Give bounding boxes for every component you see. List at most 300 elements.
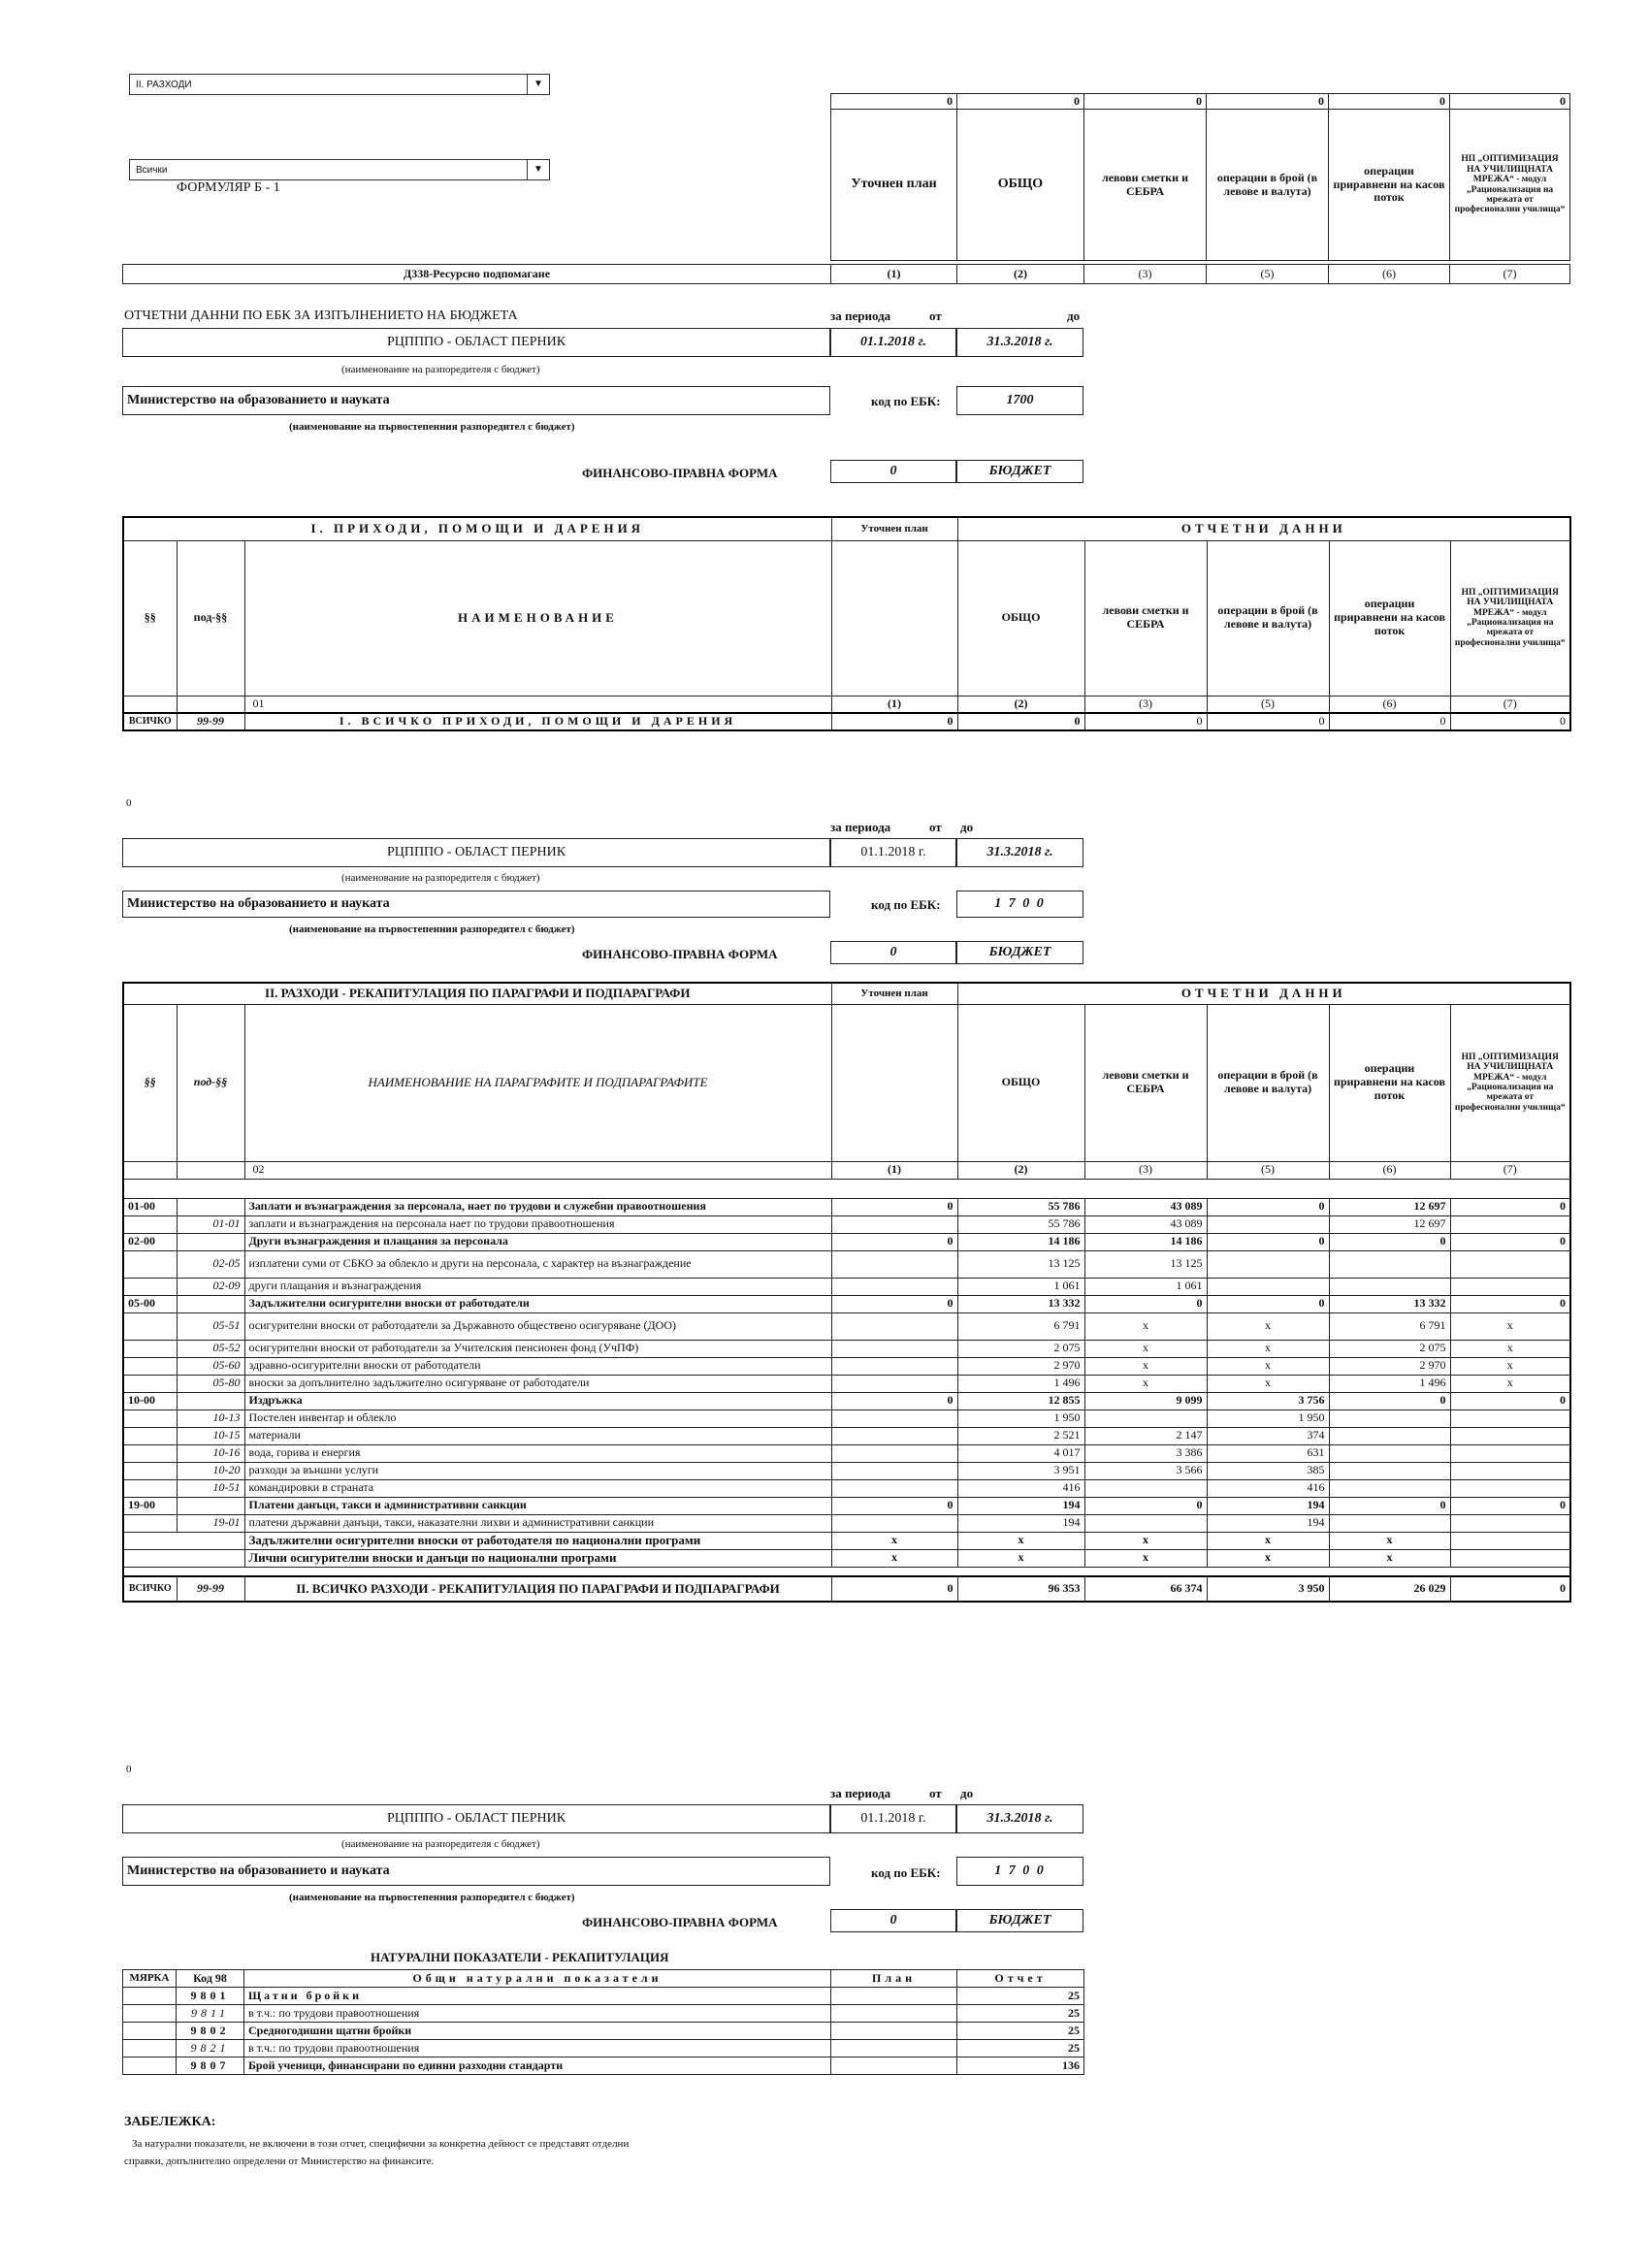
row-value: x — [1450, 1375, 1570, 1392]
col-ss: §§ — [123, 1004, 177, 1161]
total-value: 0 — [831, 713, 957, 730]
ministry-caption: (наименование на първостепенния разпоредител с бюджет) — [289, 421, 575, 433]
table-row — [123, 1444, 1570, 1462]
row-value — [1084, 1409, 1207, 1427]
ebk-label: код по ЕБК: — [871, 1865, 941, 1880]
top-zero: 0 — [1329, 94, 1450, 110]
row-code: 9807 — [177, 2057, 244, 2075]
col-num: (7) — [1450, 696, 1570, 713]
date-to: 31.3.2018 г. — [956, 328, 1083, 357]
row-unit — [123, 2040, 177, 2057]
row-value — [831, 1215, 957, 1233]
fpf-value: БЮДЖЕТ — [956, 460, 1083, 483]
row-code — [123, 1250, 177, 1278]
row-value: 0 — [1084, 1295, 1207, 1312]
row-value: x — [831, 1532, 957, 1549]
row-code — [123, 1427, 177, 1444]
row-name: други плащания и възнаграждения — [244, 1278, 831, 1295]
row-code — [123, 1375, 177, 1392]
row-plan — [831, 2040, 957, 2057]
to-label: до — [960, 1786, 974, 1800]
row-value — [1084, 1479, 1207, 1497]
period-label: за периода — [830, 308, 891, 323]
row-name: платени държавни данъци, такси, наказателни лихви и административни санкции — [244, 1514, 831, 1532]
section-dropdown[interactable] — [129, 74, 550, 95]
row-value — [831, 1462, 957, 1479]
row-subcode: 05-52 — [177, 1340, 244, 1357]
row-value — [1207, 1215, 1329, 1233]
row-value: 0 — [1450, 1392, 1570, 1409]
row-value: 0 — [831, 1233, 957, 1250]
top-summary-table — [830, 93, 1570, 261]
row-subcode: 05-80 — [177, 1375, 244, 1392]
row-value — [831, 1250, 957, 1278]
col-num: (1) — [831, 696, 957, 713]
program-label: Д338-Ресурсно подпомагане — [123, 265, 831, 284]
top-zero: 0 — [1207, 94, 1329, 110]
row-name: Заплати и възнаграждения за персонала, нает по трудови и служебни правоотношения — [244, 1198, 831, 1215]
row-value: 1 496 — [957, 1375, 1084, 1392]
row-value: 0 — [1084, 1497, 1207, 1514]
row-value: x — [957, 1549, 1084, 1567]
table-row — [123, 1514, 1570, 1532]
filter-dropdown[interactable] — [129, 159, 550, 180]
row-value: 2 147 — [1084, 1427, 1207, 1444]
row-value — [1329, 1250, 1450, 1278]
row-value — [831, 1278, 957, 1295]
row-code — [123, 1340, 177, 1357]
row-plan — [831, 1988, 957, 2005]
table-row — [123, 1312, 1570, 1340]
col-num: (3) — [1084, 265, 1207, 284]
row-code — [123, 1444, 177, 1462]
expenses-title: II. РАЗХОДИ - РЕКАПИТУЛАЦИЯ ПО ПАРАГРАФИ И ПОДПАРАГРАФИ — [123, 983, 831, 1004]
note-line-1: За натурални показатели, не включени в този отчет, специфични за конкретна дейност се представят отделни — [132, 2138, 630, 2150]
row-name: здравно-осигурителни вноски от работодатели — [244, 1357, 831, 1375]
row-code — [123, 1215, 177, 1233]
row-code: 02-00 — [123, 1233, 177, 1250]
ministry-caption: (наименование на първостепенния разпоредител с бюджет) — [289, 923, 575, 935]
col-num: (1) — [831, 265, 957, 284]
total-value: 0 — [831, 1576, 957, 1602]
ebk-code: 1700 — [956, 386, 1083, 415]
row-subcode: 01-01 — [177, 1215, 244, 1233]
total-value: 0 — [1450, 713, 1570, 730]
col-num: (6) — [1329, 696, 1450, 713]
row-value: 25 — [957, 2005, 1084, 2023]
row-value: x — [831, 1549, 957, 1567]
row-code — [123, 1532, 244, 1549]
row-value: 14 186 — [957, 1233, 1084, 1250]
period-label: за периода — [830, 1786, 891, 1800]
row-value: x — [1207, 1312, 1329, 1340]
row-value: x — [1207, 1549, 1329, 1567]
fpf-value: БЮДЖЕТ — [956, 941, 1083, 964]
total-value: 0 — [1207, 713, 1329, 730]
header-lev-accounts: левови сметки и СЕБРА — [1084, 540, 1207, 696]
row-value — [1450, 1215, 1570, 1233]
row-value: 43 089 — [1084, 1198, 1207, 1215]
note-title: ЗАБЕЛЕЖКА: — [124, 2115, 216, 2129]
row-name: разходи за външни услуги — [244, 1462, 831, 1479]
org-caption: (наименование на разпоредителя с бюджет) — [341, 364, 540, 375]
total-value: 0 — [1084, 713, 1207, 730]
table-row — [123, 1988, 1084, 2005]
table-row — [123, 1250, 1570, 1278]
ministry-name: Министерство на образованието и науката — [122, 386, 830, 415]
table-row — [123, 1497, 1570, 1514]
org-name: РЦПППО - ОБЛАСТ ПЕРНИК — [122, 328, 830, 357]
row-value — [1450, 1278, 1570, 1295]
row-value: x — [1207, 1340, 1329, 1357]
top-zero: 0 — [831, 94, 957, 110]
row-code — [123, 1278, 177, 1295]
col-code98: Код 98 — [177, 1970, 244, 1988]
row-value: x — [1207, 1532, 1329, 1549]
fpf-label: ФИНАНСОВО-ПРАВНА ФОРМА — [582, 1915, 778, 1929]
row-code: 9821 — [177, 2040, 244, 2057]
expenses-table — [122, 982, 1571, 1603]
row-value — [1329, 1409, 1450, 1427]
total-value: 0 — [1329, 713, 1450, 730]
row-value: 3 386 — [1084, 1444, 1207, 1462]
col-indicator: Общи натурални показатели — [244, 1970, 831, 1988]
row-unit — [123, 2005, 177, 2023]
row-name: Платени данъци, такси и административни санкции — [244, 1497, 831, 1514]
row-value: x — [1084, 1340, 1207, 1357]
header-cash: операции в брой (в левове и валута) — [1207, 1004, 1329, 1161]
row-value: 13 332 — [1329, 1295, 1450, 1312]
top-zero: 0 — [1084, 94, 1207, 110]
row-subcode: 05-51 — [177, 1312, 244, 1340]
table-row — [123, 1340, 1570, 1357]
row-value — [831, 1340, 957, 1357]
table-row — [123, 1392, 1570, 1409]
header-national-program: НП „ОПТИМИЗАЦИЯ НА УЧИЛИЩНАТА МРЕЖА“ - модул „Рационализация на мрежата от професионални училища“ — [1450, 540, 1570, 696]
row-value: x — [1207, 1357, 1329, 1375]
row-value: 0 — [1450, 1497, 1570, 1514]
period-label: за периода — [830, 820, 891, 834]
row-name: Издръжка — [244, 1392, 831, 1409]
row-value — [831, 1375, 957, 1392]
row-value: 2 075 — [957, 1340, 1084, 1357]
total-code: ВСИЧКО — [123, 1576, 177, 1602]
note-line-2: справки, допълнително определени от Министерство на финансите. — [124, 2155, 435, 2167]
row-code — [123, 1312, 177, 1340]
row-value — [1450, 1250, 1570, 1278]
row-value: 55 786 — [957, 1215, 1084, 1233]
ministry-name: Министерство на образованието и науката — [122, 891, 830, 918]
income-table — [122, 516, 1571, 731]
row-code: 01-00 — [123, 1198, 177, 1215]
row-code — [123, 1409, 177, 1427]
row-value — [1207, 1250, 1329, 1278]
row-name: осигурителни вноски от работодатели за Държавното обществено осигуряване (ДОО) — [244, 1312, 831, 1340]
row-value: 631 — [1207, 1444, 1329, 1462]
row-value: 3 566 — [1084, 1462, 1207, 1479]
row-value: 2 521 — [957, 1427, 1084, 1444]
row-subcode — [177, 1392, 244, 1409]
header-cash: операции в брой (в левове и валута) — [1207, 540, 1329, 696]
col-plan: План — [831, 1970, 957, 1988]
row-plan — [831, 2057, 957, 2075]
row-value — [1084, 1514, 1207, 1532]
table-row — [123, 1409, 1570, 1427]
row-value: x — [1084, 1532, 1207, 1549]
table-row — [123, 1278, 1570, 1295]
header-lev-accounts: левови сметки и СЕБРА — [1084, 110, 1207, 261]
row-name: Други възнаграждения и плащания за персонала — [244, 1233, 831, 1250]
ebk-code: 1 7 0 0 — [956, 891, 1083, 918]
plan-cell — [831, 540, 957, 696]
row-value: 0 — [1207, 1295, 1329, 1312]
total-sub: 99-99 — [177, 713, 244, 730]
row-value: x — [1450, 1357, 1570, 1375]
chevron-down-icon[interactable]: ▼ — [527, 160, 549, 179]
from-label: от — [929, 308, 942, 323]
org-name: РЦПППО - ОБЛАСТ ПЕРНИК — [122, 838, 830, 867]
row-value — [1450, 1514, 1570, 1532]
total-value: 26 029 — [1329, 1576, 1450, 1602]
sec3-zero: 0 — [126, 1764, 132, 1775]
total-value: 0 — [1450, 1576, 1570, 1602]
row-name: осигурителни вноски от работодатели за Учителския пенсионен фонд (УчПФ) — [244, 1340, 831, 1357]
row-code: 01 — [244, 696, 831, 713]
col-num: (5) — [1207, 696, 1329, 713]
row-value: 3 756 — [1207, 1392, 1329, 1409]
row-subcode: 02-09 — [177, 1278, 244, 1295]
row-subcode: 10-15 — [177, 1427, 244, 1444]
row-value: 194 — [1207, 1497, 1329, 1514]
row-value: 6 791 — [957, 1312, 1084, 1340]
table-row — [123, 2023, 1084, 2040]
col-num: (6) — [1329, 1161, 1450, 1179]
col-num: (7) — [1450, 1161, 1570, 1179]
row-value — [1329, 1278, 1450, 1295]
header-lev-accounts: левови сметки и СЕБРА — [1084, 1004, 1207, 1161]
row-name: вноски за допълнително задължително осигуряване от работодатели — [244, 1375, 831, 1392]
chevron-down-icon[interactable]: ▼ — [527, 75, 549, 94]
row-code: 19-00 — [123, 1497, 177, 1514]
header-total: ОБЩО — [957, 1004, 1084, 1161]
row-code — [123, 1514, 177, 1532]
row-value: 0 — [1450, 1198, 1570, 1215]
row-value: x — [1084, 1375, 1207, 1392]
row-value: 0 — [831, 1198, 957, 1215]
row-value: 194 — [957, 1497, 1084, 1514]
row-value — [1329, 1444, 1450, 1462]
row-code: 9801 — [177, 1988, 244, 2005]
row-value: 55 786 — [957, 1198, 1084, 1215]
row-value: 9 099 — [1084, 1392, 1207, 1409]
row-code: 9802 — [177, 2023, 244, 2040]
row-value: 2 970 — [957, 1357, 1084, 1375]
total-code: ВСИЧКО — [123, 713, 177, 730]
income-title: I. ПРИХОДИ, ПОМОЩИ И ДАРЕНИЯ — [123, 517, 831, 540]
sec2-zero: 0 — [126, 797, 132, 809]
date-to: 31.3.2018 г. — [956, 1804, 1083, 1833]
col-report: Отчет — [957, 1970, 1084, 1988]
row-value — [1329, 1514, 1450, 1532]
table-row — [123, 2005, 1084, 2023]
row-value — [1450, 1532, 1570, 1549]
row-value: 4 017 — [957, 1444, 1084, 1462]
table-row — [123, 1198, 1570, 1215]
report-title: ОТЧЕТНИ ДАННИ ПО ЕБК ЗА ИЗПЪЛНЕНИЕТО НА БЮДЖЕТА — [124, 308, 518, 323]
total-value: 3 950 — [1207, 1576, 1329, 1602]
date-from: 01.1.2018 г. — [830, 1804, 956, 1833]
row-value: 13 125 — [1084, 1250, 1207, 1278]
row-value — [1450, 1409, 1570, 1427]
row-value: 194 — [1207, 1514, 1329, 1532]
row-name: в т.ч.: по трудови правоотношения — [244, 2040, 831, 2057]
row-value: 0 — [1207, 1198, 1329, 1215]
top-program-row — [122, 264, 1570, 284]
row-name: вода, горива и енергия — [244, 1444, 831, 1462]
expenses-report-header: ОТЧЕТНИ ДАННИ — [957, 983, 1570, 1004]
row-value: 416 — [957, 1479, 1084, 1497]
row-value: x — [1450, 1340, 1570, 1357]
col-num: (7) — [1450, 265, 1570, 284]
col-name: НАИМЕНОВАНИЕ НА ПАРАГРАФИТЕ И ПОДПАРАГРАФИТЕ — [244, 1004, 831, 1161]
top-zero: 0 — [957, 94, 1084, 110]
header-national-program: НП „ОПТИМИЗАЦИЯ НА УЧИЛИЩНАТА МРЕЖА“ - модул „Рационализация на мрежата от професионални училища“ — [1450, 1004, 1570, 1161]
col-subss: под-§§ — [177, 540, 244, 696]
table-row — [123, 1549, 1570, 1567]
row-name: Лични осигурителни вноски и данъци по национални програми — [244, 1549, 831, 1567]
row-value: 0 — [831, 1392, 957, 1409]
row-value: 0 — [1329, 1233, 1450, 1250]
row-value — [831, 1409, 957, 1427]
income-report-header: ОТЧЕТНИ ДАННИ — [957, 517, 1570, 540]
filter-dropdown-value: Всички — [136, 165, 168, 176]
natural-title-text: НАТУРАЛНИ ПОКАЗАТЕЛИ - РЕКАПИТУЛАЦИЯ — [371, 1950, 669, 1964]
expenses-plan-header: Уточнен план — [831, 983, 957, 1004]
row-code — [123, 1549, 244, 1567]
row-value: 194 — [957, 1514, 1084, 1532]
row-value — [1329, 1462, 1450, 1479]
total-sub: 99-99 — [177, 1576, 244, 1602]
row-name: заплати и възнаграждения на персонала нает по трудови правоотношения — [244, 1215, 831, 1233]
row-value: 0 — [1329, 1392, 1450, 1409]
col-subss: под-§§ — [177, 1004, 244, 1161]
row-value: 1 061 — [957, 1278, 1084, 1295]
row-value — [831, 1357, 957, 1375]
row-subcode — [177, 1295, 244, 1312]
total-name: II. ВСИЧКО РАЗХОДИ - РЕКАПИТУЛАЦИЯ ПО ПАРАГРАФИ И ПОДПАРАГРАФИ — [244, 1576, 831, 1602]
row-value: 25 — [957, 2023, 1084, 2040]
row-value: 43 089 — [1084, 1215, 1207, 1233]
table-row — [123, 1375, 1570, 1392]
row-value — [1329, 1427, 1450, 1444]
org-caption: (наименование на разпоредителя с бюджет) — [341, 1838, 540, 1850]
fpf-label: ФИНАНСОВО-ПРАВНА ФОРМА — [582, 466, 778, 480]
header-national-program: НП „ОПТИМИЗАЦИЯ НА УЧИЛИЩНАТА МРЕЖА“ - модул „Рационализация на мрежата от професионални училища“ — [1450, 110, 1570, 261]
natural-indicators-table — [122, 1969, 1084, 2075]
fpf-code: 0 — [830, 1909, 956, 1932]
row-value: 25 — [957, 1988, 1084, 2005]
top-zero: 0 — [1450, 94, 1570, 110]
date-from: 01.1.2018 г. — [830, 838, 956, 867]
row-value: 1 950 — [957, 1409, 1084, 1427]
row-value: 13 125 — [957, 1250, 1084, 1278]
header-cash: операции в брой (в левове и валута) — [1207, 110, 1329, 261]
section-dropdown-value: II. РАЗХОДИ — [136, 80, 192, 90]
header-total: ОБЩО — [957, 110, 1084, 261]
natural-title — [371, 1950, 669, 1965]
row-name: Задължителни осигурителни вноски от работодатели — [244, 1295, 831, 1312]
from-label: от — [929, 1786, 942, 1800]
ebk-label: код по ЕБК: — [871, 897, 941, 912]
row-subcode: 05-60 — [177, 1357, 244, 1375]
row-value: 1 496 — [1329, 1375, 1450, 1392]
row-name: Постелен инвентар и облекло — [244, 1409, 831, 1427]
row-value — [831, 1444, 957, 1462]
date-to: 31.3.2018 г. — [956, 838, 1083, 867]
table-row — [123, 1233, 1570, 1250]
fpf-code: 0 — [830, 460, 956, 483]
col-num: (2) — [957, 265, 1084, 284]
row-value: 3 951 — [957, 1462, 1084, 1479]
row-subcode — [177, 1233, 244, 1250]
col-unit: МЯРКА — [123, 1970, 177, 1988]
header-plan: Уточнен план — [831, 110, 957, 261]
ebk-code: 1 7 0 0 — [956, 1857, 1083, 1886]
row-code: 9811 — [177, 2005, 244, 2023]
row-unit — [123, 2023, 177, 2040]
row-subcode: 02-05 — [177, 1250, 244, 1278]
row-subcode: 10-13 — [177, 1409, 244, 1427]
row-value: x — [1329, 1549, 1450, 1567]
row-value: 416 — [1207, 1479, 1329, 1497]
row-value: 385 — [1207, 1462, 1329, 1479]
row-plan — [831, 2005, 957, 2023]
row-value: 0 — [831, 1497, 957, 1514]
row-value: 25 — [957, 2040, 1084, 2057]
row-value — [1450, 1444, 1570, 1462]
row-value: 14 186 — [1084, 1233, 1207, 1250]
to-label: до — [1067, 308, 1081, 323]
date-from: 01.1.2018 г. — [830, 328, 956, 357]
row-value — [1450, 1462, 1570, 1479]
row-name: Брой ученици, финансирани по единни разходни стандарти — [244, 2057, 831, 2075]
org-name: РЦПППО - ОБЛАСТ ПЕРНИК — [122, 1804, 830, 1833]
row-subcode: 10-51 — [177, 1479, 244, 1497]
header-cash-equivalent: операции приравнени на касов поток — [1329, 110, 1450, 261]
row-code — [123, 1479, 177, 1497]
row-subcode: 10-16 — [177, 1444, 244, 1462]
income-plan-header: Уточнен план — [831, 517, 957, 540]
total-value: 0 — [957, 713, 1084, 730]
row-value: 1 950 — [1207, 1409, 1329, 1427]
table-row — [123, 1215, 1570, 1233]
table-row — [123, 1462, 1570, 1479]
row-value: 0 — [1450, 1233, 1570, 1250]
row-value — [1207, 1278, 1329, 1295]
row-code — [123, 1357, 177, 1375]
table-row — [123, 2040, 1084, 2057]
row-value — [1329, 1479, 1450, 1497]
table-row — [123, 1357, 1570, 1375]
row-value: 0 — [1207, 1233, 1329, 1250]
table-row — [123, 1427, 1570, 1444]
form-label: ФОРМУЛЯР Б - 1 — [177, 180, 280, 195]
row-value — [831, 1479, 957, 1497]
row-code — [123, 1462, 177, 1479]
row-subcode — [177, 1198, 244, 1215]
fpf-code: 0 — [830, 941, 956, 964]
table-row — [123, 1295, 1570, 1312]
